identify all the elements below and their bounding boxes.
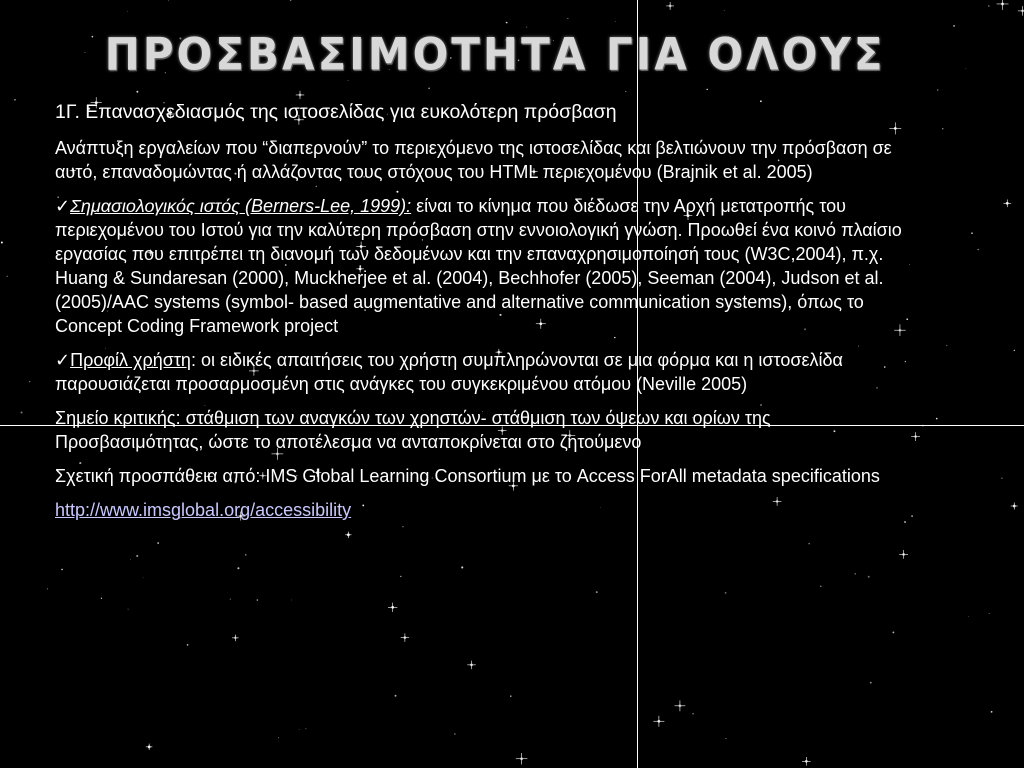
ims-accessibility-link[interactable]: http://www.imsglobal.org/accessibility bbox=[55, 500, 352, 520]
star bbox=[306, 728, 307, 729]
star bbox=[101, 598, 102, 599]
star bbox=[454, 733, 455, 734]
star bbox=[128, 609, 129, 610]
check-mark-icon: ✓ bbox=[55, 196, 71, 216]
star bbox=[290, 0, 292, 1]
bullet-user-profile bbox=[55, 348, 905, 396]
star bbox=[14, 99, 15, 100]
semantic-web-text: είναι το κίνημα που διέδωσε την Αρχή μετατροπής του περιεχομένου του Ιστού για την καλύτερη πρόσβαση στην εννοιολογική γνώση. Προωθεί ένα κοινό πλαίσιο εργασίας που επιτρέπει τη διανομή των δεδομένων και την επαναχρησιμοποίησή τους (W3C,2004), π.χ. Huang & Sundaresan (2000), Muckherjee et al. (2004), Bechhofer (2005), Seeman (2004), Judson et al. (2005)/AAC systems (symbol- based augmentative and alternative communication systems), όπως το Concept Coding Framework project bbox=[55, 196, 902, 336]
star bbox=[615, 21, 616, 22]
star bbox=[911, 515, 913, 517]
star bbox=[230, 599, 231, 600]
slide-content bbox=[55, 100, 905, 532]
star bbox=[991, 711, 993, 713]
star bbox=[936, 418, 938, 420]
star bbox=[299, 729, 300, 730]
star bbox=[909, 264, 910, 265]
star bbox=[892, 632, 894, 634]
star bbox=[567, 18, 568, 19]
star bbox=[870, 682, 872, 684]
star bbox=[596, 591, 598, 593]
star bbox=[506, 22, 508, 24]
star bbox=[988, 5, 989, 6]
star bbox=[868, 576, 870, 578]
star bbox=[692, 713, 694, 715]
intro-paragraph: Ανάπτυξη εργαλείων που “διαπερνούν” το περιεχόμενο της ιστοσελίδας και βελτιώνουν την πρόσβαση σε αυτό, επαναδομώντας ή αλλάζοντας τους στόχους του HTML περιεχομένου (Brajnik et al. 2005) bbox=[55, 138, 892, 182]
star bbox=[526, 27, 527, 28]
star bbox=[725, 592, 727, 594]
star bbox=[953, 25, 955, 27]
url-paragraph bbox=[55, 498, 905, 522]
star bbox=[855, 573, 857, 575]
star bbox=[977, 249, 978, 250]
star bbox=[937, 89, 939, 91]
bullet-semantic-web bbox=[55, 194, 905, 338]
user-profile-text: : οι ειδικές απαιτήσεις του χρήστη συμπληρώνονται σε μια φόρμα και η ιστοσελίδα παρουσιάζεται προσαρμοσμένη στις ανάγκες του συγκεκριμένου ατόμου (Neville 2005) bbox=[55, 350, 843, 394]
related-effort-paragraph: Σχετική προσπάθεια από: IMS Global Learning Consortium με το Access ForAll metadata specifications bbox=[55, 466, 880, 486]
star bbox=[971, 232, 973, 234]
star bbox=[625, 91, 626, 92]
star bbox=[21, 412, 23, 414]
star bbox=[461, 566, 463, 568]
semantic-web-link[interactable]: Σημασιολογικός ιστός (Berners-Lee, 1999): bbox=[70, 196, 412, 216]
star bbox=[946, 345, 947, 346]
star bbox=[291, 600, 292, 601]
star bbox=[157, 542, 159, 544]
star bbox=[808, 543, 810, 545]
star bbox=[257, 599, 259, 601]
critique-paragraph: Σημείο κριτικής: στάθμιση των αναγκών των χρηστών- στάθμιση των όψεων και ορίων της Προσβασιμότητας, ώστε το αποτέλεσμα να ανταποκρίνεται στο ζητούμενο bbox=[55, 408, 771, 452]
star bbox=[237, 567, 239, 569]
star bbox=[7, 276, 8, 277]
star bbox=[942, 128, 943, 129]
star bbox=[29, 381, 30, 382]
star bbox=[1001, 478, 1002, 479]
star bbox=[168, 0, 169, 1]
slide-title: ΠΡΟΣΒΑΣΙΜΟΤΗΤΑ ΓΙΑ ΟΛΟΥΣ bbox=[104, 28, 886, 81]
section-heading: 1Γ. Επανασχεδιασμός της ιστοσελίδας για ευκολότερη πρόσβαση bbox=[55, 101, 617, 123]
star bbox=[127, 11, 128, 12]
star bbox=[278, 737, 279, 738]
star bbox=[245, 554, 246, 555]
star bbox=[510, 695, 511, 696]
star bbox=[724, 10, 725, 11]
star bbox=[1, 242, 3, 244]
check-mark-icon: ✓ bbox=[55, 350, 71, 370]
star bbox=[130, 559, 131, 560]
star bbox=[143, 577, 144, 578]
star bbox=[725, 738, 726, 739]
star bbox=[820, 585, 822, 587]
star bbox=[136, 91, 138, 93]
star bbox=[428, 87, 430, 89]
star bbox=[187, 644, 189, 646]
star bbox=[47, 588, 48, 589]
star bbox=[706, 89, 707, 90]
star bbox=[968, 616, 969, 617]
star bbox=[61, 569, 62, 570]
star bbox=[400, 576, 401, 577]
star bbox=[136, 555, 138, 557]
star bbox=[1014, 350, 1016, 352]
star bbox=[395, 695, 397, 697]
star bbox=[906, 318, 908, 320]
user-profile-link[interactable]: Προφίλ χρήστη bbox=[70, 350, 191, 370]
star bbox=[989, 613, 990, 614]
